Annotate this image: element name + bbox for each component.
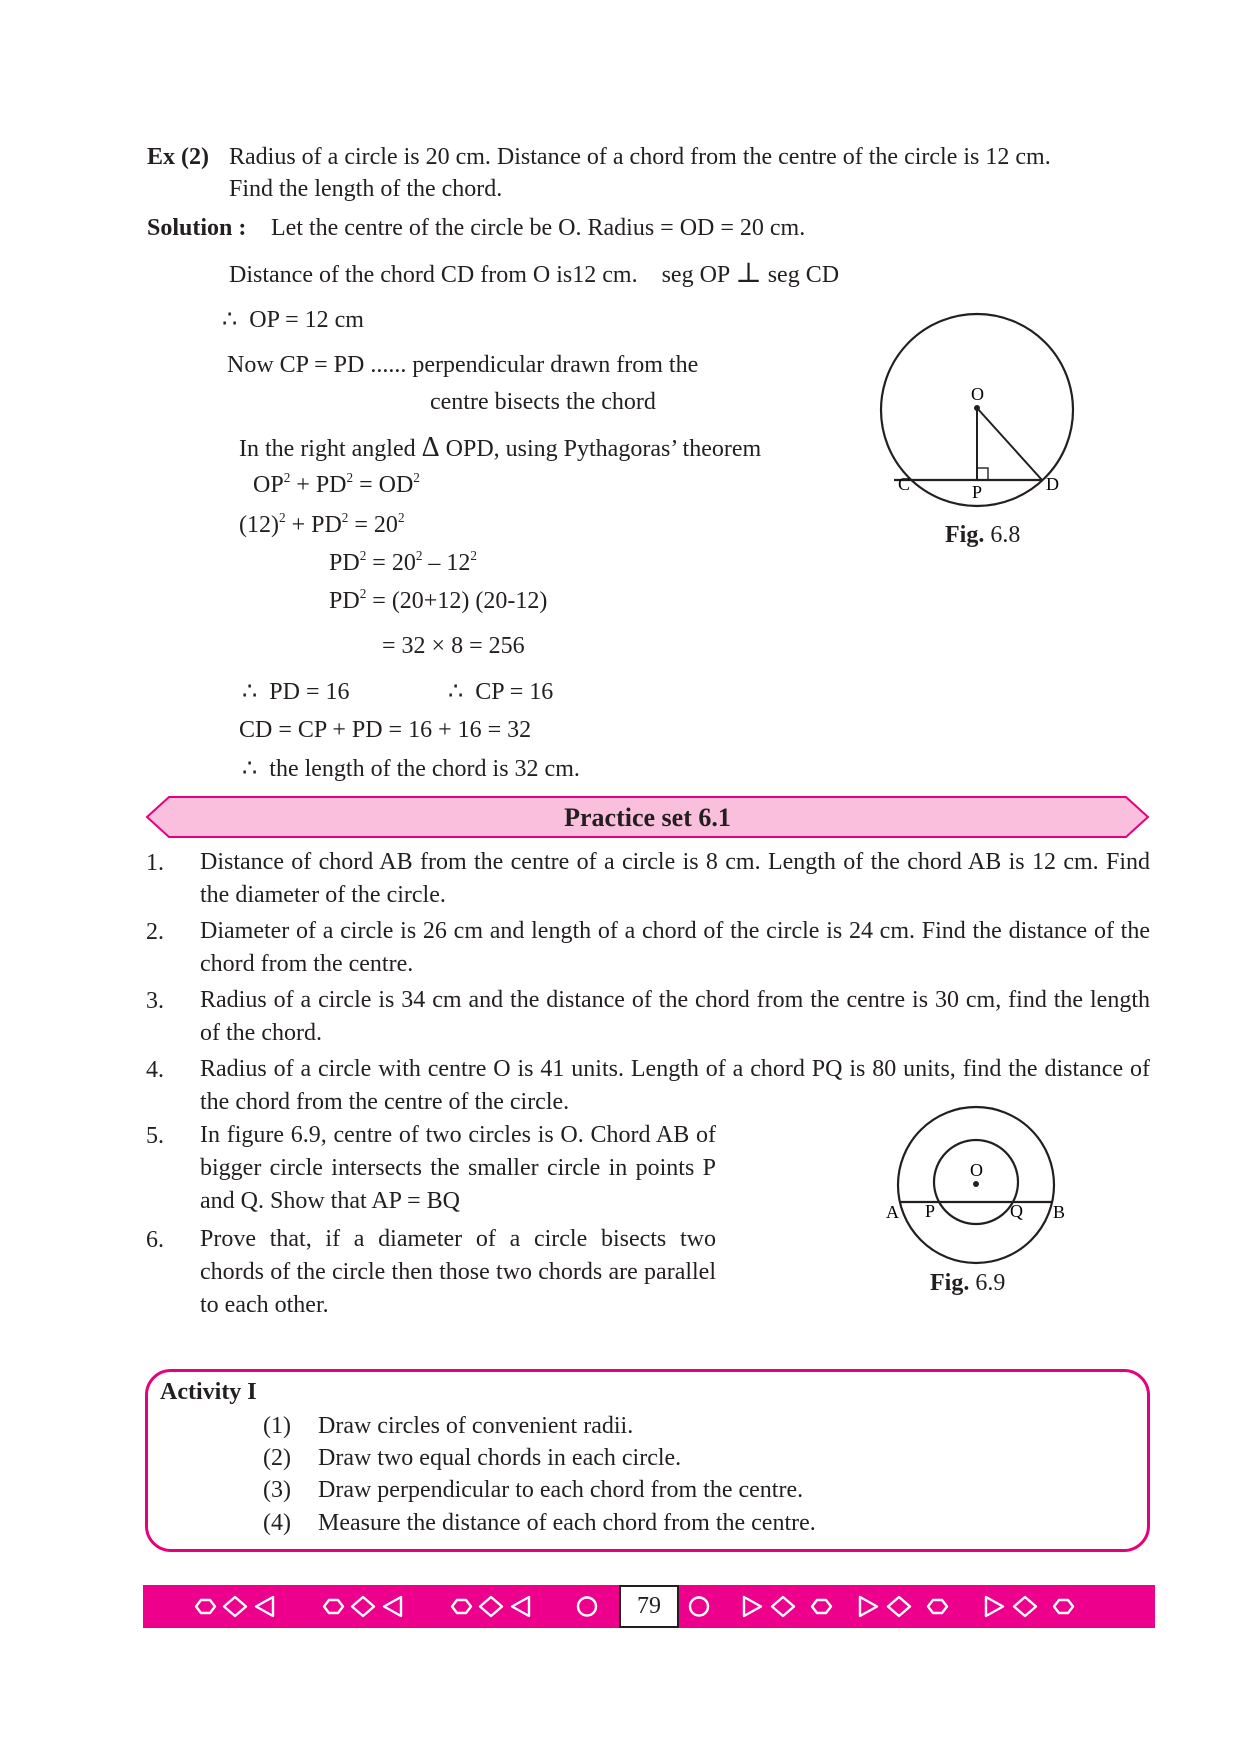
now-line: Now CP = PD ...... perpendicular drawn from the <box>227 352 699 378</box>
hexagon-icon <box>928 1600 947 1613</box>
therefore-symbol: ∴ <box>242 756 258 782</box>
seg-op-text: seg OP <box>661 262 730 288</box>
right-angle-mark <box>977 468 988 480</box>
pd-value: PD = 16 <box>269 679 350 705</box>
activity-item-4: Measure the distance of each chord from the centre. <box>318 1510 816 1536</box>
example-label: Ex (2) <box>147 144 209 170</box>
figure-6-8 <box>870 310 1090 520</box>
final-answer-text: the length of the chord is 32 cm. <box>269 756 580 782</box>
diamond-icon <box>1014 1597 1036 1616</box>
pythagoras-text: OPD, using Pythagoras’ theorem <box>439 436 762 462</box>
triangle-symbol: Δ <box>421 432 440 463</box>
activity-title: Activity I <box>160 1379 257 1405</box>
figure-6-8-caption <box>945 520 1020 550</box>
hexagon-icon <box>1054 1600 1073 1613</box>
label-q: Q <box>1010 1201 1023 1221</box>
diamond-icon <box>224 1597 246 1616</box>
activity-item-number: (2) <box>263 1445 291 1471</box>
example-question-line2: Find the length of the chord. <box>229 176 503 202</box>
cp-result <box>448 677 553 707</box>
distance-text: Distance of the chord CD from O is12 cm. <box>229 262 638 288</box>
activity-item-number: (4) <box>263 1510 291 1536</box>
hexagon-icon <box>452 1600 471 1613</box>
example-question-line1: Radius of a circle is 20 cm. Distance of a chord from the centre of the circle is 12 cm. <box>229 144 1051 170</box>
triangle-left-icon <box>512 1597 529 1616</box>
figure-6-9-caption <box>930 1268 1005 1298</box>
therefore-symbol: ∴ <box>448 679 464 705</box>
cp-value: CP = 16 <box>475 679 554 705</box>
final-answer <box>242 754 580 784</box>
practice-item-number: 1. <box>146 850 164 876</box>
step-4: $PD^2 = (20+12)$ (20-12) <box>329 586 548 614</box>
centre-point <box>974 405 980 411</box>
triangle-right-icon <box>986 1597 1003 1616</box>
seg-cd-text: seg CD <box>767 262 840 288</box>
practice-item-number: 2. <box>146 919 164 945</box>
solution-label: Solution : <box>147 215 247 241</box>
label-a: A <box>886 1202 899 1222</box>
centre-point <box>973 1181 979 1187</box>
practice-item-number: 3. <box>146 988 164 1014</box>
op-line <box>222 305 364 335</box>
now-line-continued: centre bisects the chord <box>430 389 656 415</box>
diamond-icon <box>772 1597 794 1616</box>
circle-icon <box>578 1598 596 1616</box>
hexagon-icon <box>196 1600 215 1613</box>
right-angled-text: In the right angled <box>239 436 422 462</box>
label-o: O <box>970 1160 983 1180</box>
practice-item-4: Radius of a circle with centre O is 41 units. Length of a chord PQ is 80 units, find the distance of the chord from the centre of the circle. <box>200 1056 1150 1115</box>
therefore-symbol: ∴ <box>222 307 238 333</box>
right-angled-line <box>239 433 761 464</box>
fig-label: Fig. <box>930 1270 970 1296</box>
triangle-right-icon <box>744 1597 761 1616</box>
diamond-icon <box>480 1597 502 1616</box>
activity-item-3: Draw perpendicular to each chord from the centre. <box>318 1477 804 1503</box>
activity-item-number: (3) <box>263 1477 291 1503</box>
fig-number: 6.8 <box>990 522 1021 548</box>
op-value: OP = 12 cm <box>249 307 364 333</box>
practice-set-title: Practice set 6.1 <box>564 803 731 832</box>
activity-item-number: (1) <box>263 1413 291 1439</box>
practice-item-6: Prove that, if a diameter of a circle bisects two chords of the circle then those two chords are parallel to each other. <box>200 1226 716 1318</box>
label-p: P <box>925 1201 936 1221</box>
perpendicular-symbol: ⊥ <box>735 258 762 289</box>
solution-intro: Let the centre of the circle be O. Radius = OD = 20 cm. <box>271 215 806 241</box>
practice-item-5: In figure 6.9, centre of two circles is O. Chord AB of bigger circle intersects the smaller circle in points P and Q. Show that AP = BQ <box>200 1122 716 1214</box>
triangle-left-icon <box>256 1597 273 1616</box>
triangle-right-icon <box>860 1597 877 1616</box>
therefore-symbol: ∴ <box>242 679 258 705</box>
label-d: D <box>1046 474 1059 494</box>
fig-label: Fig. <box>945 522 985 548</box>
practice-item-1: Distance of chord AB from the centre of a circle is 8 cm. Length of the chord AB is 12 cm. Find the diameter of the circle. <box>200 849 1150 908</box>
solution-distance-line <box>229 259 839 290</box>
activity-item-2: Draw two equal chords in each circle. <box>318 1445 682 1471</box>
circle-icon <box>690 1598 708 1616</box>
label-b: B <box>1053 1202 1066 1222</box>
segment-od <box>977 408 1042 480</box>
diamond-icon <box>352 1597 374 1616</box>
practice-item-3: Radius of a circle is 34 cm and the distance of the chord from the centre is 30 cm, find the length of the chord. <box>200 987 1150 1046</box>
step-2: $(12)^2 + PD^2 = 20^2$ <box>239 510 405 538</box>
practice-item-number: 6. <box>146 1227 164 1253</box>
figure-6-9 <box>880 1100 1080 1280</box>
hexagon-icon <box>324 1600 343 1613</box>
practice-item-number: 4. <box>146 1057 164 1083</box>
step-3: $PD^2 = 20^2 - 12^2$ <box>329 548 478 576</box>
page-number: 79 <box>619 1585 679 1628</box>
label-p: P <box>972 482 983 502</box>
triangle-left-icon <box>384 1597 401 1616</box>
hexagon-icon <box>812 1600 831 1613</box>
fig-number: 6.9 <box>975 1270 1006 1296</box>
step-5: = 32 × 8 = 256 <box>382 633 525 659</box>
pd-result <box>242 677 350 707</box>
cd-result: CD = CP + PD = 16 + 16 = 32 <box>239 717 532 743</box>
practice-item-number: 5. <box>146 1123 164 1149</box>
diamond-icon <box>888 1597 910 1616</box>
label-c: C <box>898 474 911 494</box>
step-1: $OP^2 + PD^2 = OD^2$ <box>253 470 420 498</box>
label-o: O <box>971 384 984 404</box>
practice-item-2: Diameter of a circle is 26 cm and length of a chord of the circle is 24 cm. Find the distance of the chord from the centre. <box>200 918 1150 977</box>
activity-item-1: Draw circles of convenient radii. <box>318 1413 634 1439</box>
